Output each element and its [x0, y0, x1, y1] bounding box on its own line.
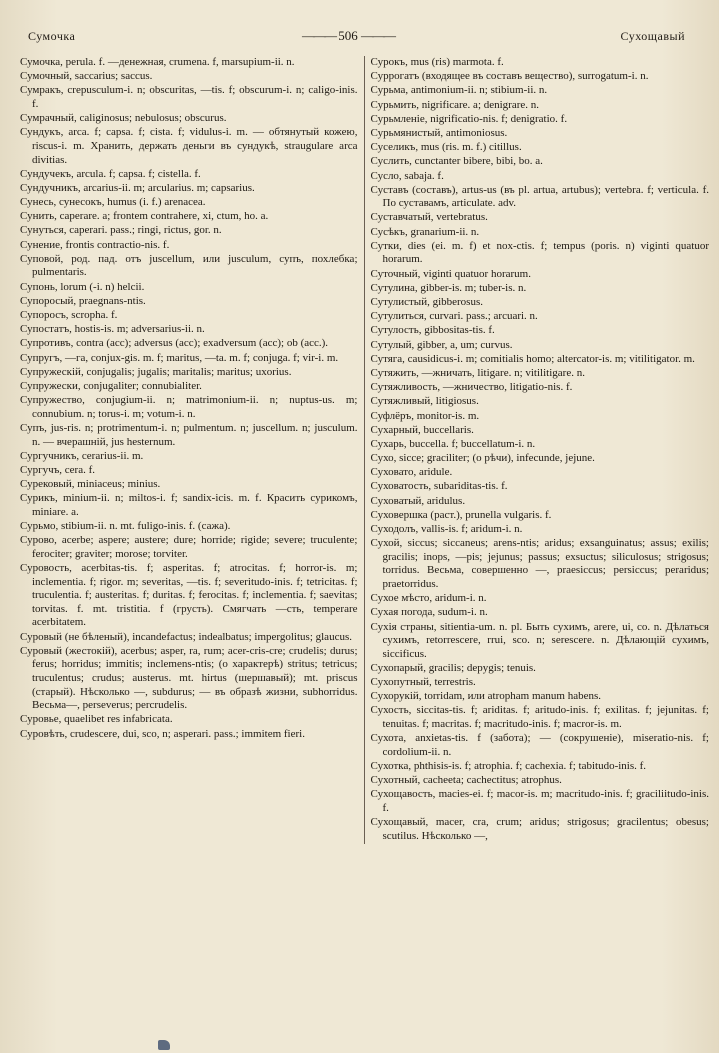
dictionary-entry: Сумракъ, crepusculum-i. n; obscuritas, —tis. f; obscurum-i. n; caligo-inis. f.	[20, 84, 358, 110]
header-dash-right: ———	[360, 28, 394, 43]
dictionary-entry: Сухой, siccus; siccaneus; arens-ntis; aridus; exsanguinatus; assus; exilis; gracilis; inops, —pis; jejunus; passus; exsuctus; siliculosus; strigosus; torridus. Весьма, совершенно —, praesiccus; persiccus; peraridus; praetorridus.	[370, 537, 709, 590]
dictionary-entry: Суфлёръ, monitor-is. m.	[370, 409, 480, 422]
dictionary-entry: Сурикъ, minium-ii. n; miltos-i. f; sandix-icis. m. f. Красить сурикомъ, miniare. a.	[20, 492, 358, 518]
dictionary-entry: Сухо, sicce; graciliter; (о рѣчи), infecunde, jejune.	[370, 452, 595, 465]
dictionary-entry: Сухость, siccitas-tis. f; ariditas. f; aritudo-inis. f; exilitas. f; jejunitas. f; tenuitas. f; macritas. f; macritudo-inis. f; macror-is. m.	[370, 704, 709, 731]
dictionary-entry: Супостатъ, hostis-is. m; adversarius-ii. n.	[20, 323, 205, 336]
dictionary-entry: Сусѣкъ, granarium-ii. n.	[370, 225, 480, 238]
dictionary-entry: Сухощавый, macer, cra, crum; aridus; strigosus; gracilentus; obesus; scutilus. Нѣсколько —,	[370, 816, 709, 842]
dictionary-entry: Суховатость, subariditas-tis. f.	[370, 480, 508, 493]
dictionary-entry: Суховато, aridule.	[370, 466, 453, 479]
dictionary-entry: Сурьмить, nigrificare. a; denigrare. n.	[370, 98, 540, 111]
dictionary-entry: Сундучекъ, arcula. f; capsa. f; cistella. f.	[20, 167, 201, 180]
dictionary-entry: Сунить, caperare. a; frontem contrahere, xi, ctum, ho. a.	[20, 210, 269, 223]
dictionary-entry: Сурьмянистый, antimoniosus.	[370, 126, 508, 139]
dictionary-entry: Сутки, dies (ei. m. f) et nox-ctis. f; tempus (poris. n) viginti quatuor horarum.	[370, 239, 709, 266]
dictionary-entry: Сутулистый, gibberosus.	[370, 296, 483, 308]
dictionary-entry: Сухія страны, sitientia-um. n. pl. Быть сухимъ, arere, ui, co. n. Дѣлаться сухимъ, retorrescere, rrui, sco. n; serescere. n. Дѣлающій сухимъ, siccificus.	[370, 620, 709, 660]
dictionary-entry: Суховершка (раст.), prunella vulgaris. f.	[370, 508, 552, 521]
dictionary-entry: Сутулиться, curvari. pass.; arcuari. n.	[370, 310, 538, 323]
dictionary-entry: Сусло, sabaja. f.	[370, 169, 444, 182]
left-column	[20, 56, 365, 844]
dictionary-entry: Суточный, viginti quatuor horarum.	[370, 267, 531, 280]
dictionary-entry: Сухорукій, torridam, или atropham manum habens.	[370, 690, 602, 703]
dictionary-entry: Сутулый, gibber, a, um; curvus.	[370, 338, 513, 351]
dictionary-entry: Суровость, acerbitas-tis. f; asperitas. f; atrocitas. f; horror-is. m; inclementia. f; rigor. m; severitas, —tis. f; severitudo-inis. f; tetricitas. f; truculentia. f; austeritas. f; duritas. f; ferocitas. f; inclementia. f; saevitas; torvitas. f. mt. tristitia. f (грусть). Смягчать —сть, temperare acerbitatem.	[20, 562, 358, 629]
dictionary-entry: Сутяга, causidicus-i. m; comitialis homo; altercator-is. m; vitilitigator. m.	[370, 352, 695, 365]
dictionary-entry: Сухарный, buccellaris.	[370, 423, 474, 436]
dictionary-entry: Супъ, jus-ris. n; protrimentum-i. n; pulmentum. n; juscellum. n; jusculum. n. — вчерашній, jus hesternum.	[20, 421, 358, 448]
dictionary-entry: Суповой, род. пад. отъ juscellum, или jusculum, супъ, похлебка; pulmentaris.	[20, 252, 358, 279]
dictionary-entry: Сухопутный, terrestris.	[370, 676, 476, 689]
page-number: 506	[338, 28, 358, 43]
dictionary-entry: Суровье, quaelibet res infabricata.	[20, 713, 173, 726]
dictionary-entry: Суслить, cunctanter bibere, bibi, bo. a.	[370, 155, 543, 168]
dictionary-entry: Супружескій, conjugalis; jugalis; maritalis; maritus; uxorius.	[20, 365, 292, 378]
dictionary-entry: Сумрачный, caliginosus; nebulosus; obscurus.	[20, 112, 227, 125]
dictionary-entry: Суровѣть, crudescere, dui, sco, n; asperari. pass.; immitem fieri.	[20, 727, 305, 740]
dictionary-entry: Сургучъ, cera. f.	[20, 463, 96, 476]
dictionary-entry: Сухотка, phthisis-is. f; atrophia. f; cachexia. f; tabitudo-inis. f.	[370, 760, 647, 773]
dictionary-entry: Суставъ (составъ), artus-us (въ pl. artua, artubus); vertebra. f; verticula. f. По суставамъ, articulate. adv.	[370, 183, 709, 210]
dictionary-entry: Супоросый, praegnans-ntis.	[20, 294, 146, 307]
dictionary-entry: Супротивъ, contra (acc); adversus (acc); exadversum (acc); ob (acc.).	[20, 337, 329, 350]
dictionary-entry: Сутулина, gibber-is. m; tuber-is. n.	[370, 281, 527, 294]
dictionary-entry: Сурьмленіе, nigrificatio-nis. f; denigratio. f.	[370, 112, 568, 125]
dictionary-entry: Суселикъ, mus (ris. m. f.) citillus.	[370, 141, 522, 154]
dictionary-entry: Супоросъ, scropha. f.	[20, 309, 118, 321]
header-dash-left: ———	[301, 28, 335, 43]
dictionary-entry: Суставчатый, vertebratus.	[370, 211, 488, 224]
dictionary-entry: Сухое мѣсто, aridum-i. n.	[370, 592, 487, 605]
dictionary-entry: Супружество, conjugium-ii. n; matrimonium-ii. n; nuptus-us. m; connubium. n; torus-i. m; votum-i. n.	[20, 394, 358, 420]
dictionary-entry: Сундучникъ, arcarius-ii. m; arcularius. m; capsarius.	[20, 181, 255, 194]
page-number-group	[302, 28, 394, 44]
dictionary-entry: Сутяжливый, litigiosus.	[370, 395, 479, 408]
dictionary-entry: Сурьмо, stibium-ii. n. mt. fuligo-inis. f. (сажа).	[20, 520, 231, 533]
right-column	[365, 56, 710, 844]
dictionary-entry: Сухарь, buccella. f; buccellatum-i. n.	[370, 437, 536, 450]
dictionary-entry: Суровый (жестокій), acerbus; asper, ra, rum; acer-cris-cre; crudelis; durus; ferus; horridus; immitis; inclemens-ntis; (о характерѣ) stritus; tetricus; truculentus; crudus; austerus. mt. hirtus (шершавый); mt. priscus (старый). Нѣсколько —, subdurus; — въ образѣ жизни, subhorridus. Весьма—, perseverus; percrudelis.	[20, 644, 358, 712]
dictionary-entry: Сухотный, cacheeta; cachectitus; atrophus.	[370, 774, 562, 787]
dictionary-entry: Сунение, frontis contractio-nis. f.	[20, 238, 170, 251]
dictionary-entry: Суходолъ, vallis-is. f; aridum-i. n.	[370, 523, 523, 535]
running-head-right: Сухощавый	[620, 29, 685, 43]
dictionary-entry: Сухопарый, gracilis; depygis; tenuis.	[370, 661, 536, 674]
dictionary-entry: Сундукъ, arca. f; capsa. f; cista. f; vidulus-i. m. — обтянутый кожею, riscus-i. m. Хранить, держать деньги въ сундукѣ, straugulare arca divitias.	[20, 126, 358, 166]
dictionary-entry: Сурово, acerbe; aspere; austere; dure; horride; rigide; severe; truculente; ferociter; graviter; morose; torviter.	[20, 534, 358, 560]
dictionary-entry: Сутяжливость, —жничество, litigatio-nis. f.	[370, 381, 573, 394]
dictionary-entry: Сурокъ, mus (ris) marmota. f.	[370, 56, 504, 68]
text-columns	[20, 56, 709, 844]
dictionary-entry: Суррогатъ (входящее въ составъ вещество), surrogatum-i. n.	[370, 70, 649, 83]
dictionary-entry: Сухая погода, sudum-i. n.	[370, 606, 488, 619]
dictionary-entry: Суровый (не бѣленый), incandefactus; indealbatus; impergolitus; glaucus.	[20, 630, 352, 643]
dictionary-entry: Сухощавость, macies-ei. f; macor-is. m; macritudo-inis. f; graciliitudo-inis. f.	[370, 788, 709, 814]
dictionary-entry: Сутулость, gibbositas-tis. f.	[370, 324, 495, 337]
dictionary-entry: Супружески, conjugaliter; connubialiter.	[20, 379, 202, 392]
dictionary-entry: Сурековый, miniaceus; minius.	[20, 478, 161, 491]
dictionary-entry: Супругъ, —га, conjux-gis. m. f; maritus, —ta. m. f; conjuga. f; vir-i. m.	[20, 351, 339, 364]
dictionary-entry: Сунесь, сунесокъ, humus (i. f.) arenacea.	[20, 196, 206, 209]
page-header	[20, 28, 709, 48]
dictionary-entry: Суховатый, aridulus.	[370, 494, 466, 507]
dictionary-entry: Сумочка, perula. f. —денежная, crumena. f, marsupium-ii. n.	[20, 56, 295, 68]
running-head-left: Сумочка	[28, 29, 76, 43]
dictionary-entry: Супонь, lorum (-i. n) helcii.	[20, 280, 145, 293]
dictionary-entry: Сурьма, antimonium-ii. n; stibium-ii. n.	[370, 84, 548, 97]
dictionary-entry: Сургучникъ, cerarius-ii. m.	[20, 449, 144, 462]
dictionary-entry: Сунуться, caperari. pass.; ringi, rictus, gor. n.	[20, 224, 222, 237]
dictionary-entry: Сутяжить, —жничать, litigare. n; vitilitigare. n.	[370, 366, 585, 379]
dictionary-entry: Сухота, anxietas-tis. f (забота); — (сокрушеніе), miseratio-nis. f; cordolium-ii. n.	[370, 732, 709, 758]
library-stamp-mark	[158, 1040, 170, 1050]
dictionary-entry: Сумочный, saccarius; saccus.	[20, 70, 153, 83]
